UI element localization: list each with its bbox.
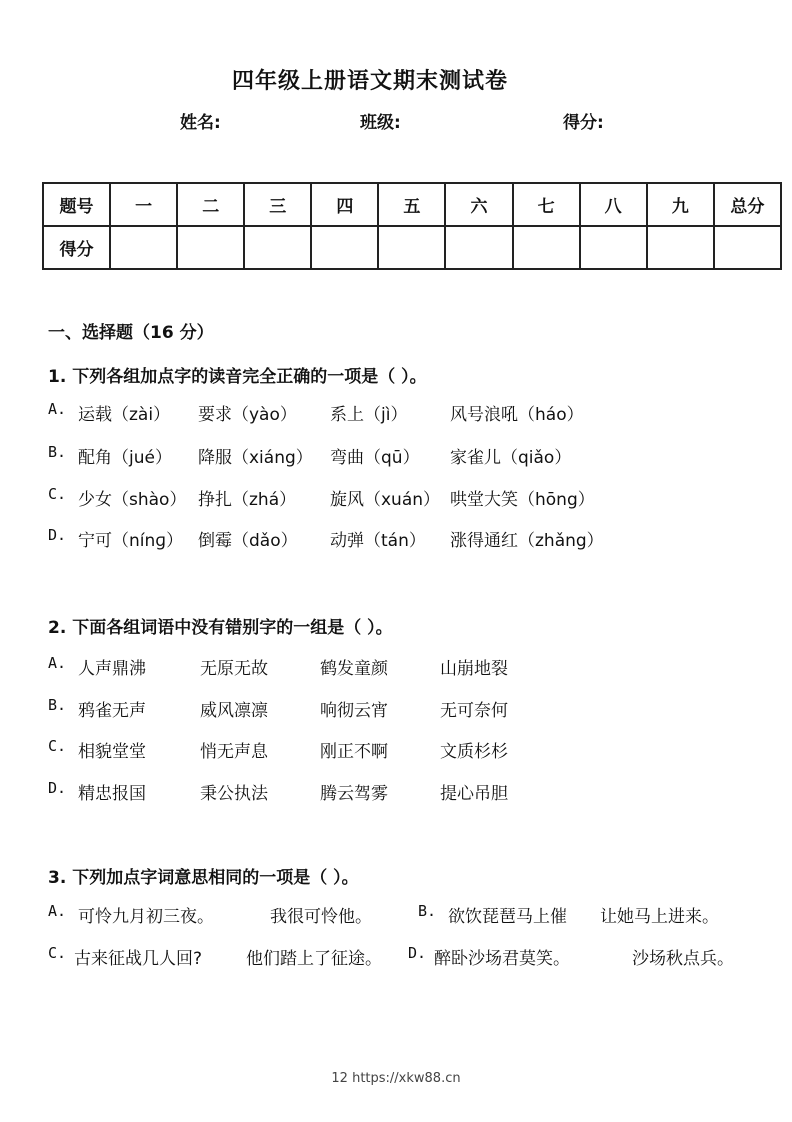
score-cell <box>714 226 781 269</box>
option-letter: C. <box>48 737 67 755</box>
score-cell <box>378 226 445 269</box>
option-letter: B. <box>48 443 67 461</box>
option-letter: D. <box>408 944 427 962</box>
score-cell <box>647 226 714 269</box>
option-letter: C. <box>48 485 67 503</box>
option-item: 古来征战几人回? <box>74 949 203 969</box>
option-item: 可怜九月初三夜。 <box>78 907 214 927</box>
option-item: 风号浪吼（háo） <box>450 405 584 425</box>
option-letter: C. <box>48 944 67 962</box>
option-item: 运载（zài） <box>78 405 171 425</box>
option-letter: A. <box>48 654 67 672</box>
option-item: 动弹（tán） <box>330 531 426 551</box>
option-item: 涨得通红（zhǎng） <box>450 531 604 551</box>
option-item: 弯曲（qū） <box>330 448 420 468</box>
score-cell <box>110 226 177 269</box>
option-item: 相貌堂堂 <box>78 742 146 762</box>
score-cell <box>580 226 647 269</box>
option-item: 他们踏上了征途。 <box>246 949 382 969</box>
score-cell <box>311 226 378 269</box>
option-item: 配角（jué） <box>78 448 172 468</box>
option-item: 挣扎（zhá） <box>198 490 297 510</box>
option-item: 欲饮琵琶马上催 <box>448 907 567 927</box>
option-item: 要求（yào） <box>198 405 297 425</box>
score-cell <box>244 226 311 269</box>
score-table-header-cell: 一 <box>110 183 177 226</box>
page-title: 四年级上册语文期末测试卷 <box>231 69 508 94</box>
option-letter: B. <box>418 902 437 920</box>
option-item: 让她马上进来。 <box>600 907 719 927</box>
option-item: 家雀儿（qiǎo） <box>450 448 572 468</box>
score-cell <box>513 226 580 269</box>
score-table-header-cell: 七 <box>513 183 580 226</box>
score-table-header-cell: 九 <box>647 183 714 226</box>
option-item: 悄无声息 <box>200 742 268 762</box>
score-cell <box>177 226 244 269</box>
score-table-header-cell: 三 <box>244 183 311 226</box>
option-item: 我很可怜他。 <box>270 907 372 927</box>
score-table-header-cell: 六 <box>445 183 512 226</box>
option-letter: D. <box>48 779 67 797</box>
score-table-score-row <box>43 226 781 269</box>
option-item: 系上（jì） <box>330 405 408 425</box>
score-label: 得分: <box>563 113 604 133</box>
option-item: 提心吊胆 <box>440 784 508 804</box>
option-letter: A. <box>48 400 67 418</box>
score-table <box>42 182 782 270</box>
option-item: 鸦雀无声 <box>78 701 146 721</box>
score-table-header-cell: 题号 <box>43 183 110 226</box>
score-table-header-cell: 五 <box>378 183 445 226</box>
option-item: 鹤发童颜 <box>320 659 388 679</box>
option-item: 人声鼎沸 <box>78 659 146 679</box>
option-item: 精忠报国 <box>78 784 146 804</box>
option-item: 旋风（xuán） <box>330 490 441 510</box>
option-item: 醉卧沙场君莫笑。 <box>434 949 570 969</box>
score-table-row-label: 得分 <box>43 226 110 269</box>
option-item: 山崩地裂 <box>440 659 508 679</box>
option-letter: A. <box>48 902 67 920</box>
option-item: 无可奈何 <box>440 701 508 721</box>
option-item: 沙场秋点兵。 <box>632 949 734 969</box>
option-item: 腾云驾雾 <box>320 784 388 804</box>
score-table-header-cell: 总分 <box>714 183 781 226</box>
question-1-prompt: 1. 下列各组加点字的读音完全正确的一项是（ ）。 <box>48 367 427 387</box>
page-footer: 12 https://xkw88.cn <box>331 1071 461 1086</box>
option-item: 秉公执法 <box>200 784 268 804</box>
option-item: 刚正不啊 <box>320 742 388 762</box>
option-item: 响彻云宵 <box>320 701 388 721</box>
score-table-header-cell: 二 <box>177 183 244 226</box>
option-item: 无原无故 <box>200 659 268 679</box>
option-item: 文质杉杉 <box>440 742 508 762</box>
score-table-header-row <box>43 183 781 226</box>
option-item: 威风凛凛 <box>200 701 268 721</box>
option-letter: D. <box>48 526 67 544</box>
option-item: 少女（shào） <box>78 490 187 510</box>
option-item: 降服（xiáng） <box>198 448 313 468</box>
score-cell <box>445 226 512 269</box>
question-2-prompt: 2. 下面各组词语中没有错别字的一组是（ ）。 <box>48 618 393 638</box>
score-table-header-cell: 四 <box>311 183 378 226</box>
name-label: 姓名: <box>180 113 221 133</box>
section-heading: 一、选择题（16 分） <box>48 323 214 343</box>
option-item: 倒霉（dǎo） <box>198 531 298 551</box>
score-table-header-cell: 八 <box>580 183 647 226</box>
option-item: 宁可（nínɡ） <box>78 531 184 551</box>
option-letter: B. <box>48 696 67 714</box>
question-3-prompt: 3. 下列加点字词意思相同的一项是（ ）。 <box>48 868 359 888</box>
option-item: 哄堂大笑（hōng） <box>450 490 595 510</box>
class-label: 班级: <box>360 113 401 133</box>
